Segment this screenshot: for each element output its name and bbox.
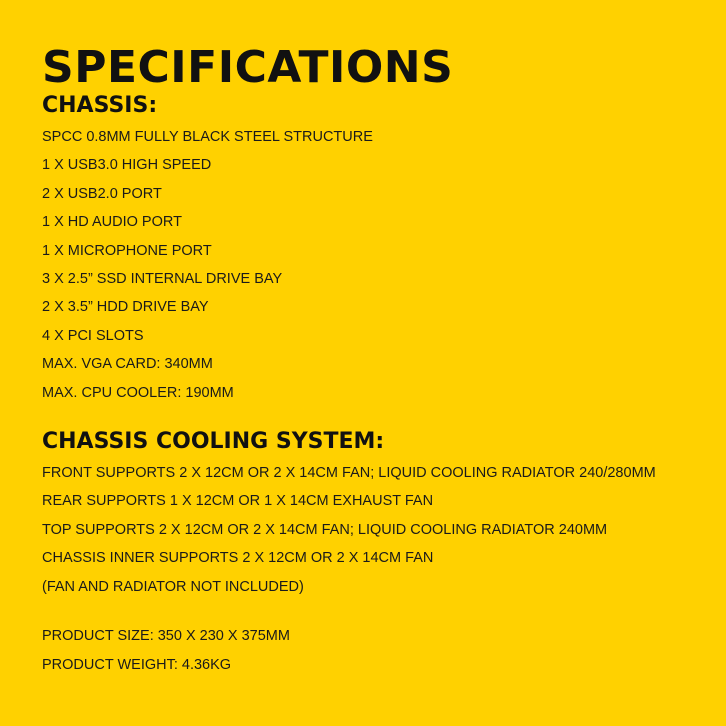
cooling-spec-item: REAR SUPPORTS 1 X 12CM OR 1 X 14CM EXHAUST FAN bbox=[42, 493, 434, 510]
chassis-spec-item: 3 X 2.5” SSD INTERNAL DRIVE BAY bbox=[42, 271, 283, 288]
chassis-spec-item: 2 X 3.5” HDD DRIVE BAY bbox=[42, 299, 209, 316]
chassis-spec-item: 4 X PCI SLOTS bbox=[42, 327, 144, 344]
cooling-heading: CHASSIS COOLING SYSTEM: bbox=[42, 429, 385, 455]
chassis-spec-item: 1 X HD AUDIO PORT bbox=[42, 214, 182, 231]
chassis-spec-item: 1 X USB3.0 HIGH SPEED bbox=[42, 157, 212, 174]
cooling-spec-item: FRONT SUPPORTS 2 X 12CM OR 2 X 14CM FAN; LIQUID COOLING RADIATOR 240/280MM bbox=[42, 465, 656, 482]
chassis-spec-item: MAX. CPU COOLER: 190MM bbox=[42, 384, 234, 401]
cooling-spec-list bbox=[42, 459, 706, 601]
page-title: SPECIFICATIONS bbox=[42, 42, 454, 93]
cooling-note: (FAN AND RADIATOR NOT INCLUDED) bbox=[42, 578, 304, 595]
chassis-spec-item: 1 X MICROPHONE PORT bbox=[42, 242, 212, 259]
cooling-spec-item: TOP SUPPORTS 2 X 12CM OR 2 X 14CM FAN; LIQUID COOLING RADIATOR 240MM bbox=[42, 521, 608, 538]
chassis-spec-item: SPCC 0.8MM FULLY BLACK STEEL STRUCTURE bbox=[42, 129, 373, 145]
product-spec-list bbox=[42, 622, 706, 679]
product-size: PRODUCT SIZE: 350 X 230 X 375MM bbox=[42, 628, 290, 645]
chassis-spec-item: MAX. VGA CARD: 340MM bbox=[42, 356, 213, 373]
chassis-spec-list bbox=[42, 123, 706, 407]
product-weight: PRODUCT WEIGHT: 4.36KG bbox=[42, 656, 232, 673]
spec-sheet bbox=[42, 44, 706, 679]
chassis-heading: CHASSIS: bbox=[42, 93, 158, 118]
chassis-spec-item: 2 X USB2.0 PORT bbox=[42, 185, 162, 202]
cooling-spec-item: CHASSIS INNER SUPPORTS 2 X 12CM OR 2 X 14CM FAN bbox=[42, 550, 434, 567]
